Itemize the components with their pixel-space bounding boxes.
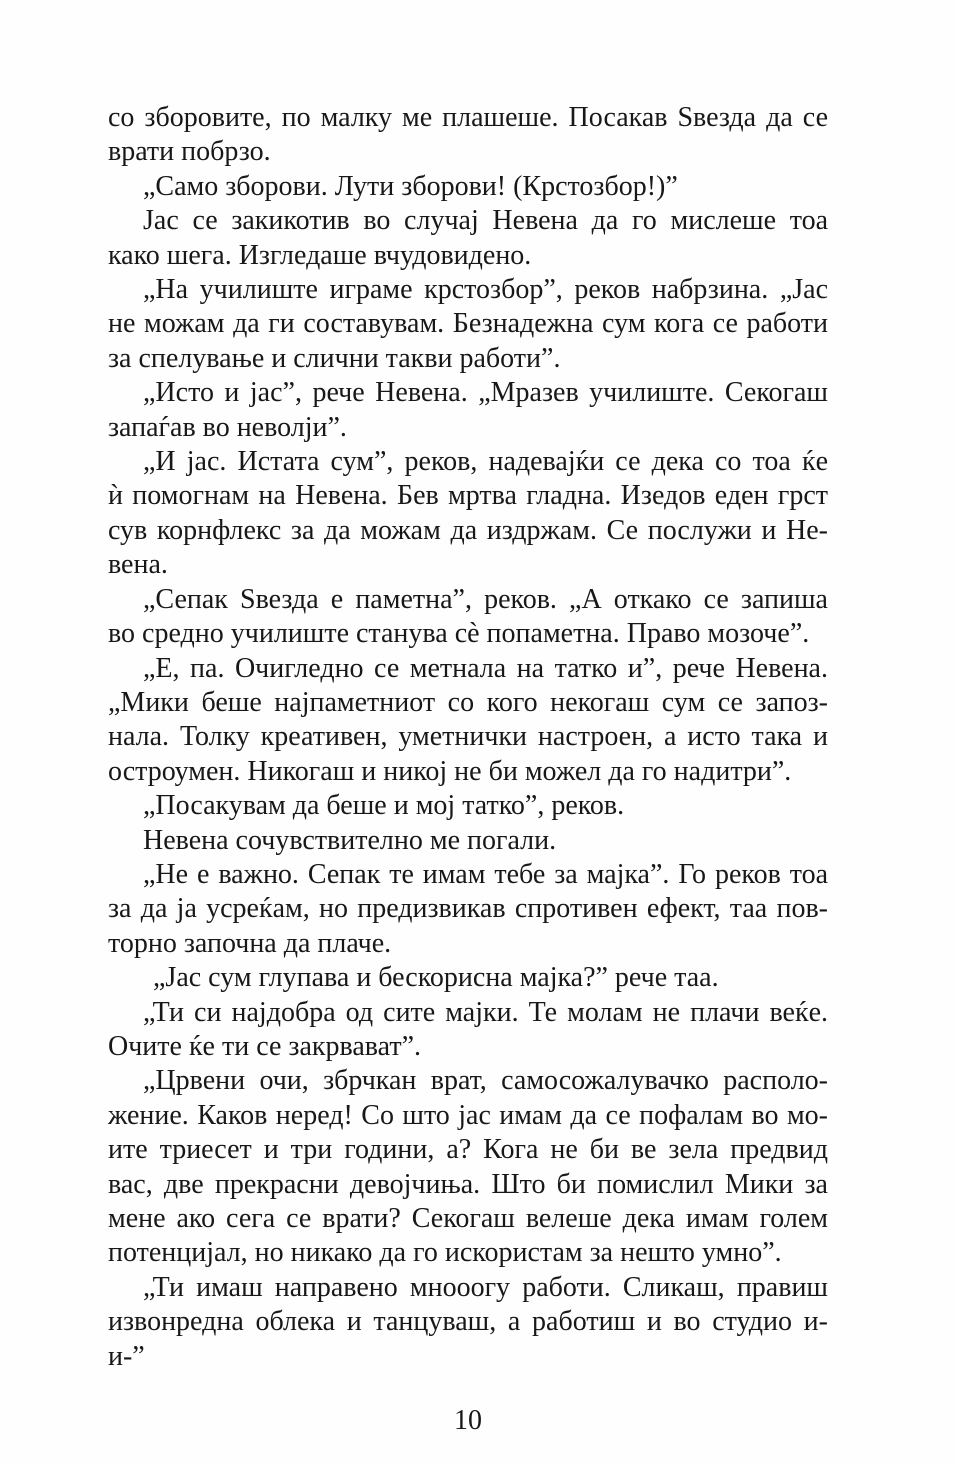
paragraph [108,961,828,995]
text-line: извонредна облека и танцуваш, а работиш и во студио и- [108,1306,828,1338]
text-line: не можам да ги составувам. Безнадежна сум кога се работи [108,308,828,340]
text-line: „Исто и јас”, рече Невена. „Мразев училиште. Секогаш [143,377,828,409]
text-line: „Сепак Ѕвезда е паметна”, реков. „А откако се запиша [143,583,828,615]
paragraph [108,273,828,376]
text-line: во средно училиште станува сè попаметна. Право мозоче”. [108,618,810,650]
paragraph [108,789,828,823]
text-line: „Црвени очи, збрчкан врат, самосожалувачко располо- [143,1065,828,1097]
paragraph [108,101,828,170]
paragraph [108,170,828,204]
text-line: „И јас. Истата сум”, реков, надевајќи се дека со тоа ќе [143,446,828,478]
text-line: торно започна да плаче. [108,927,392,959]
text-line: потенцијал, но никако да го искористам за нешто умно”. [108,1237,782,1269]
text-line: за да ја усреќам, но предизвикав спротивен ефект, таа пов- [108,893,828,925]
paragraph [108,445,828,583]
text-line: „Мики беше најпаметниот со кого некогаш сум се запоз- [108,686,828,718]
text-line: жение. Каков неред! Со што јас имам да се пофалам во мо- [108,1099,828,1131]
text-line: вас, две прекрасни девојчиња. Што би помислил Мики за [108,1168,828,1200]
text-line: „Само зборови. Лути зборови! (Крстозбор!)” [143,170,678,202]
text-line: „Ти си најдобра од сите мајки. Те молам не плачи веќе. [143,996,828,1028]
paragraph [108,583,828,652]
paragraph [108,204,828,273]
paragraph [108,376,828,445]
page-number: 10 [454,1405,482,1436]
text-line: „На училиште играме крстозбор”, реков набрзина. „Јас [143,274,828,306]
text-line: со зборовите, по малку ме плашеше. Посакав Ѕвезда да се [108,102,828,133]
text-line: нала. Толку креативен, уметнички настроен, а исто така и [108,721,828,753]
paragraph [108,1064,828,1270]
text-line: мене ако сега се врати? Секогаш велеше дека имам голем [108,1203,828,1234]
text-line: остроумен. Никогаш и никој не би можел да го надитри”. [108,755,792,787]
text-line: „Не е важно. Сепак те имам тебе за мајка”. Го реков тоа [143,858,828,890]
text-line: „Е, па. Очигледно се метнала на татко и”, рече Невена. [143,652,828,684]
paragraph [108,652,828,790]
text-line: за спелување и слични такви работи”. [108,342,561,374]
text-line: Очите ќе ти се закрвават”. [108,1030,421,1062]
paragraph [108,1271,828,1374]
paragraph [108,996,828,1065]
body-text [108,101,828,1374]
text-line: како шега. Изгледаше вчудовидено. [108,239,532,271]
text-line: „Јас сум глупава и бескорисна мајка?” рече таа. [153,962,719,994]
text-line: вена. [108,549,168,581]
text-line: сув корнфлекс за да можам да издржам. Се послужи и Не- [108,514,828,546]
text-line: ѝ помогнам на Невена. Бев мртва гладна. Изедов еден грст [108,480,828,512]
text-line: Јас се закикотив во случај Невена да го мислеше тоа [143,205,828,237]
text-line: „Ти имаш направено мнооогу работи. Сликаш, правиш [143,1271,828,1303]
text-line: и-” [108,1340,145,1372]
paragraph [108,858,828,961]
text-line: врати побрзо. [108,136,271,168]
text-line: „Посакувам да беше и мој татко”, реков. [143,790,625,822]
text-line: ите триесет и три години, а? Кога не би ве зела предвид [108,1134,828,1166]
paragraph [108,824,828,858]
text-line: запаѓав во неволји”. [108,411,347,443]
text-line: Невена сочувствително ме погали. [143,824,557,856]
